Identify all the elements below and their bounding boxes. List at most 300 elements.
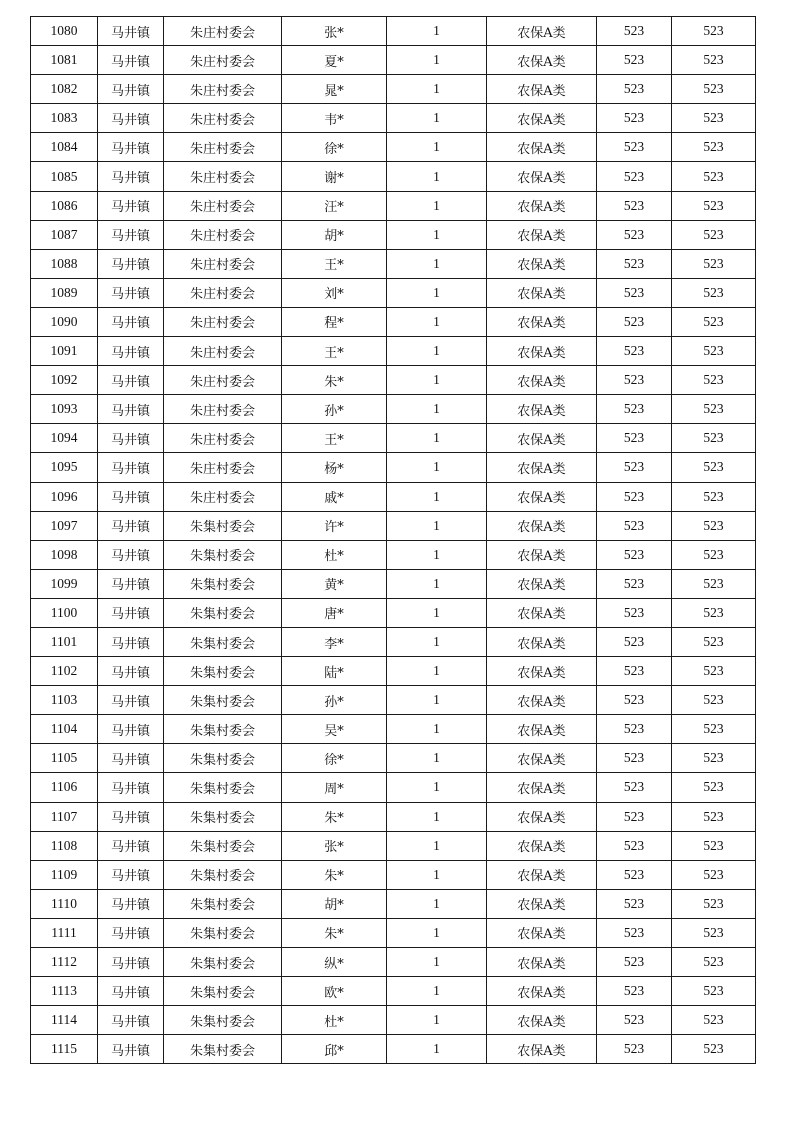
table-row (31, 686, 756, 715)
village-cell: 朱集村委会 (164, 802, 282, 831)
amount-cell: 523 (597, 860, 672, 889)
insurance-type-cell: 农保A类 (487, 657, 597, 686)
household-count-cell: 1 (387, 482, 487, 511)
insurance-type-cell: 农保A类 (487, 918, 597, 947)
row-number-cell: 1114 (31, 1006, 98, 1035)
table-row (31, 948, 756, 977)
table-row (31, 162, 756, 191)
total-amount-cell: 523 (672, 307, 756, 336)
row-number-cell: 1087 (31, 220, 98, 249)
village-cell: 朱庄村委会 (164, 482, 282, 511)
person-name-cell: 夏* (282, 46, 387, 75)
person-name-cell: 邱* (282, 1035, 387, 1064)
amount-cell: 523 (597, 540, 672, 569)
row-number-cell: 1102 (31, 657, 98, 686)
town-cell: 马井镇 (98, 627, 164, 656)
total-amount-cell: 523 (672, 598, 756, 627)
person-name-cell: 王* (282, 249, 387, 278)
person-name-cell: 孙* (282, 395, 387, 424)
village-cell: 朱集村委会 (164, 918, 282, 947)
total-amount-cell: 523 (672, 278, 756, 307)
total-amount-cell: 523 (672, 511, 756, 540)
table-row (31, 715, 756, 744)
town-cell: 马井镇 (98, 569, 164, 598)
amount-cell: 523 (597, 1006, 672, 1035)
insurance-type-cell: 农保A类 (487, 482, 597, 511)
town-cell: 马井镇 (98, 773, 164, 802)
insurance-type-cell: 农保A类 (487, 715, 597, 744)
household-count-cell: 1 (387, 220, 487, 249)
village-cell: 朱庄村委会 (164, 191, 282, 220)
amount-cell: 523 (597, 395, 672, 424)
amount-cell: 523 (597, 657, 672, 686)
person-name-cell: 杜* (282, 540, 387, 569)
town-cell: 马井镇 (98, 278, 164, 307)
person-name-cell: 程* (282, 307, 387, 336)
insurance-type-cell: 农保A类 (487, 948, 597, 977)
table-row (31, 366, 756, 395)
insurance-type-cell: 农保A类 (487, 569, 597, 598)
household-count-cell: 1 (387, 918, 487, 947)
table-row (31, 744, 756, 773)
insurance-type-cell: 农保A类 (487, 104, 597, 133)
table-body (31, 17, 756, 1064)
village-cell: 朱集村委会 (164, 1035, 282, 1064)
total-amount-cell: 523 (672, 133, 756, 162)
insurance-type-cell: 农保A类 (487, 889, 597, 918)
table-row (31, 860, 756, 889)
person-name-cell: 徐* (282, 133, 387, 162)
table-row (31, 46, 756, 75)
village-cell: 朱集村委会 (164, 977, 282, 1006)
town-cell: 马井镇 (98, 802, 164, 831)
insurance-type-cell: 农保A类 (487, 511, 597, 540)
row-number-cell: 1088 (31, 249, 98, 278)
village-cell: 朱庄村委会 (164, 75, 282, 104)
household-count-cell: 1 (387, 307, 487, 336)
person-name-cell: 胡* (282, 220, 387, 249)
amount-cell: 523 (597, 948, 672, 977)
amount-cell: 523 (597, 627, 672, 656)
household-count-cell: 1 (387, 860, 487, 889)
total-amount-cell: 523 (672, 715, 756, 744)
household-count-cell: 1 (387, 424, 487, 453)
person-name-cell: 戚* (282, 482, 387, 511)
row-number-cell: 1100 (31, 598, 98, 627)
insurance-type-cell: 农保A类 (487, 366, 597, 395)
village-cell: 朱庄村委会 (164, 307, 282, 336)
amount-cell: 523 (597, 977, 672, 1006)
household-count-cell: 1 (387, 802, 487, 831)
table-row (31, 1006, 756, 1035)
amount-cell: 523 (597, 46, 672, 75)
amount-cell: 523 (597, 744, 672, 773)
total-amount-cell: 523 (672, 948, 756, 977)
table-row (31, 540, 756, 569)
amount-cell: 523 (597, 598, 672, 627)
total-amount-cell: 523 (672, 569, 756, 598)
person-name-cell: 韦* (282, 104, 387, 133)
insurance-type-cell: 农保A类 (487, 307, 597, 336)
amount-cell: 523 (597, 133, 672, 162)
insurance-type-cell: 农保A类 (487, 860, 597, 889)
row-number-cell: 1110 (31, 889, 98, 918)
household-count-cell: 1 (387, 278, 487, 307)
row-number-cell: 1099 (31, 569, 98, 598)
insurance-type-cell: 农保A类 (487, 75, 597, 104)
town-cell: 马井镇 (98, 307, 164, 336)
amount-cell: 523 (597, 511, 672, 540)
row-number-cell: 1109 (31, 860, 98, 889)
insurance-type-cell: 农保A类 (487, 337, 597, 366)
insurance-type-cell: 农保A类 (487, 453, 597, 482)
row-number-cell: 1095 (31, 453, 98, 482)
table-row (31, 453, 756, 482)
total-amount-cell: 523 (672, 17, 756, 46)
village-cell: 朱集村委会 (164, 889, 282, 918)
household-count-cell: 1 (387, 191, 487, 220)
row-number-cell: 1108 (31, 831, 98, 860)
town-cell: 马井镇 (98, 686, 164, 715)
insurance-type-cell: 农保A类 (487, 744, 597, 773)
town-cell: 马井镇 (98, 395, 164, 424)
town-cell: 马井镇 (98, 657, 164, 686)
household-count-cell: 1 (387, 162, 487, 191)
total-amount-cell: 523 (672, 424, 756, 453)
household-count-cell: 1 (387, 948, 487, 977)
village-cell: 朱庄村委会 (164, 104, 282, 133)
row-number-cell: 1104 (31, 715, 98, 744)
insurance-type-cell: 农保A类 (487, 395, 597, 424)
household-count-cell: 1 (387, 395, 487, 424)
village-cell: 朱集村委会 (164, 744, 282, 773)
person-name-cell: 许* (282, 511, 387, 540)
amount-cell: 523 (597, 686, 672, 715)
town-cell: 马井镇 (98, 133, 164, 162)
household-count-cell: 1 (387, 831, 487, 860)
amount-cell: 523 (597, 17, 672, 46)
village-cell: 朱庄村委会 (164, 278, 282, 307)
village-cell: 朱庄村委会 (164, 366, 282, 395)
total-amount-cell: 523 (672, 860, 756, 889)
village-cell: 朱庄村委会 (164, 453, 282, 482)
town-cell: 马井镇 (98, 424, 164, 453)
town-cell: 马井镇 (98, 453, 164, 482)
town-cell: 马井镇 (98, 715, 164, 744)
person-name-cell: 朱* (282, 860, 387, 889)
household-count-cell: 1 (387, 889, 487, 918)
total-amount-cell: 523 (672, 540, 756, 569)
household-count-cell: 1 (387, 540, 487, 569)
total-amount-cell: 523 (672, 75, 756, 104)
village-cell: 朱集村委会 (164, 598, 282, 627)
amount-cell: 523 (597, 220, 672, 249)
amount-cell: 523 (597, 1035, 672, 1064)
insurance-type-cell: 农保A类 (487, 831, 597, 860)
total-amount-cell: 523 (672, 657, 756, 686)
town-cell: 马井镇 (98, 598, 164, 627)
amount-cell: 523 (597, 889, 672, 918)
row-number-cell: 1090 (31, 307, 98, 336)
town-cell: 马井镇 (98, 366, 164, 395)
household-count-cell: 1 (387, 977, 487, 1006)
total-amount-cell: 523 (672, 977, 756, 1006)
table-row (31, 889, 756, 918)
town-cell: 马井镇 (98, 540, 164, 569)
total-amount-cell: 523 (672, 366, 756, 395)
amount-cell: 523 (597, 569, 672, 598)
insurance-type-cell: 农保A类 (487, 1006, 597, 1035)
amount-cell: 523 (597, 482, 672, 511)
table-row (31, 802, 756, 831)
person-name-cell: 晁* (282, 75, 387, 104)
village-cell: 朱庄村委会 (164, 220, 282, 249)
total-amount-cell: 523 (672, 46, 756, 75)
table-row (31, 569, 756, 598)
person-name-cell: 纵* (282, 948, 387, 977)
town-cell: 马井镇 (98, 337, 164, 366)
total-amount-cell: 523 (672, 1035, 756, 1064)
village-cell: 朱庄村委会 (164, 395, 282, 424)
row-number-cell: 1085 (31, 162, 98, 191)
town-cell: 马井镇 (98, 104, 164, 133)
row-number-cell: 1094 (31, 424, 98, 453)
person-name-cell: 张* (282, 831, 387, 860)
row-number-cell: 1106 (31, 773, 98, 802)
person-name-cell: 汪* (282, 191, 387, 220)
insurance-type-cell: 农保A类 (487, 540, 597, 569)
insurance-type-cell: 农保A类 (487, 133, 597, 162)
village-cell: 朱庄村委会 (164, 424, 282, 453)
table-row (31, 657, 756, 686)
household-count-cell: 1 (387, 249, 487, 278)
village-cell: 朱集村委会 (164, 511, 282, 540)
amount-cell: 523 (597, 104, 672, 133)
town-cell: 马井镇 (98, 191, 164, 220)
amount-cell: 523 (597, 424, 672, 453)
town-cell: 马井镇 (98, 511, 164, 540)
row-number-cell: 1101 (31, 627, 98, 656)
table-row (31, 191, 756, 220)
total-amount-cell: 523 (672, 249, 756, 278)
total-amount-cell: 523 (672, 1006, 756, 1035)
beneficiary-table (30, 16, 756, 1064)
town-cell: 马井镇 (98, 249, 164, 278)
village-cell: 朱集村委会 (164, 657, 282, 686)
person-name-cell: 杨* (282, 453, 387, 482)
insurance-type-cell: 农保A类 (487, 220, 597, 249)
household-count-cell: 1 (387, 657, 487, 686)
table-row (31, 104, 756, 133)
amount-cell: 523 (597, 366, 672, 395)
person-name-cell: 朱* (282, 366, 387, 395)
person-name-cell: 谢* (282, 162, 387, 191)
row-number-cell: 1081 (31, 46, 98, 75)
household-count-cell: 1 (387, 1035, 487, 1064)
table-row (31, 395, 756, 424)
amount-cell: 523 (597, 249, 672, 278)
row-number-cell: 1080 (31, 17, 98, 46)
village-cell: 朱庄村委会 (164, 162, 282, 191)
village-cell: 朱集村委会 (164, 715, 282, 744)
row-number-cell: 1089 (31, 278, 98, 307)
person-name-cell: 朱* (282, 918, 387, 947)
row-number-cell: 1107 (31, 802, 98, 831)
row-number-cell: 1084 (31, 133, 98, 162)
household-count-cell: 1 (387, 511, 487, 540)
amount-cell: 523 (597, 75, 672, 104)
row-number-cell: 1112 (31, 948, 98, 977)
town-cell: 马井镇 (98, 482, 164, 511)
table-row (31, 75, 756, 104)
town-cell: 马井镇 (98, 831, 164, 860)
table-row (31, 424, 756, 453)
person-name-cell: 张* (282, 17, 387, 46)
household-count-cell: 1 (387, 17, 487, 46)
town-cell: 马井镇 (98, 948, 164, 977)
table-row (31, 17, 756, 46)
household-count-cell: 1 (387, 453, 487, 482)
insurance-type-cell: 农保A类 (487, 686, 597, 715)
row-number-cell: 1082 (31, 75, 98, 104)
village-cell: 朱集村委会 (164, 1006, 282, 1035)
village-cell: 朱庄村委会 (164, 17, 282, 46)
person-name-cell: 王* (282, 424, 387, 453)
total-amount-cell: 523 (672, 773, 756, 802)
insurance-type-cell: 农保A类 (487, 627, 597, 656)
household-count-cell: 1 (387, 744, 487, 773)
row-number-cell: 1083 (31, 104, 98, 133)
total-amount-cell: 523 (672, 889, 756, 918)
total-amount-cell: 523 (672, 191, 756, 220)
town-cell: 马井镇 (98, 1006, 164, 1035)
table-row (31, 598, 756, 627)
row-number-cell: 1097 (31, 511, 98, 540)
household-count-cell: 1 (387, 627, 487, 656)
total-amount-cell: 523 (672, 802, 756, 831)
insurance-type-cell: 农保A类 (487, 17, 597, 46)
insurance-type-cell: 农保A类 (487, 249, 597, 278)
amount-cell: 523 (597, 918, 672, 947)
town-cell: 马井镇 (98, 75, 164, 104)
row-number-cell: 1111 (31, 918, 98, 947)
household-count-cell: 1 (387, 686, 487, 715)
person-name-cell: 杜* (282, 1006, 387, 1035)
row-number-cell: 1103 (31, 686, 98, 715)
village-cell: 朱集村委会 (164, 540, 282, 569)
household-count-cell: 1 (387, 366, 487, 395)
household-count-cell: 1 (387, 715, 487, 744)
person-name-cell: 欧* (282, 977, 387, 1006)
row-number-cell: 1113 (31, 977, 98, 1006)
insurance-type-cell: 农保A类 (487, 773, 597, 802)
row-number-cell: 1086 (31, 191, 98, 220)
person-name-cell: 朱* (282, 802, 387, 831)
total-amount-cell: 523 (672, 337, 756, 366)
amount-cell: 523 (597, 337, 672, 366)
table-row (31, 977, 756, 1006)
insurance-type-cell: 农保A类 (487, 162, 597, 191)
table-row (31, 1035, 756, 1064)
household-count-cell: 1 (387, 773, 487, 802)
town-cell: 马井镇 (98, 17, 164, 46)
total-amount-cell: 523 (672, 918, 756, 947)
total-amount-cell: 523 (672, 395, 756, 424)
total-amount-cell: 523 (672, 744, 756, 773)
town-cell: 马井镇 (98, 889, 164, 918)
insurance-type-cell: 农保A类 (487, 424, 597, 453)
total-amount-cell: 523 (672, 686, 756, 715)
village-cell: 朱集村委会 (164, 831, 282, 860)
total-amount-cell: 523 (672, 162, 756, 191)
person-name-cell: 李* (282, 627, 387, 656)
insurance-type-cell: 农保A类 (487, 46, 597, 75)
amount-cell: 523 (597, 191, 672, 220)
person-name-cell: 王* (282, 337, 387, 366)
person-name-cell: 黄* (282, 569, 387, 598)
village-cell: 朱集村委会 (164, 773, 282, 802)
village-cell: 朱集村委会 (164, 948, 282, 977)
table-row (31, 307, 756, 336)
amount-cell: 523 (597, 773, 672, 802)
village-cell: 朱庄村委会 (164, 46, 282, 75)
table-row (31, 511, 756, 540)
total-amount-cell: 523 (672, 627, 756, 656)
insurance-type-cell: 农保A类 (487, 977, 597, 1006)
town-cell: 马井镇 (98, 744, 164, 773)
table-row (31, 831, 756, 860)
village-cell: 朱庄村委会 (164, 249, 282, 278)
person-name-cell: 陆* (282, 657, 387, 686)
person-name-cell: 刘* (282, 278, 387, 307)
amount-cell: 523 (597, 802, 672, 831)
town-cell: 马井镇 (98, 860, 164, 889)
person-name-cell: 唐* (282, 598, 387, 627)
row-number-cell: 1092 (31, 366, 98, 395)
insurance-type-cell: 农保A类 (487, 278, 597, 307)
village-cell: 朱集村委会 (164, 569, 282, 598)
total-amount-cell: 523 (672, 453, 756, 482)
insurance-type-cell: 农保A类 (487, 1035, 597, 1064)
town-cell: 马井镇 (98, 220, 164, 249)
village-cell: 朱集村委会 (164, 627, 282, 656)
household-count-cell: 1 (387, 133, 487, 162)
town-cell: 马井镇 (98, 46, 164, 75)
table-row (31, 133, 756, 162)
insurance-type-cell: 农保A类 (487, 802, 597, 831)
person-name-cell: 孙* (282, 686, 387, 715)
table-row (31, 918, 756, 947)
village-cell: 朱庄村委会 (164, 133, 282, 162)
amount-cell: 523 (597, 715, 672, 744)
village-cell: 朱集村委会 (164, 686, 282, 715)
person-name-cell: 徐* (282, 744, 387, 773)
household-count-cell: 1 (387, 569, 487, 598)
household-count-cell: 1 (387, 337, 487, 366)
town-cell: 马井镇 (98, 1035, 164, 1064)
table-row (31, 773, 756, 802)
table-row (31, 482, 756, 511)
household-count-cell: 1 (387, 598, 487, 627)
household-count-cell: 1 (387, 1006, 487, 1035)
town-cell: 马井镇 (98, 162, 164, 191)
amount-cell: 523 (597, 307, 672, 336)
total-amount-cell: 523 (672, 482, 756, 511)
table-row (31, 627, 756, 656)
row-number-cell: 1115 (31, 1035, 98, 1064)
town-cell: 马井镇 (98, 977, 164, 1006)
table-row (31, 337, 756, 366)
